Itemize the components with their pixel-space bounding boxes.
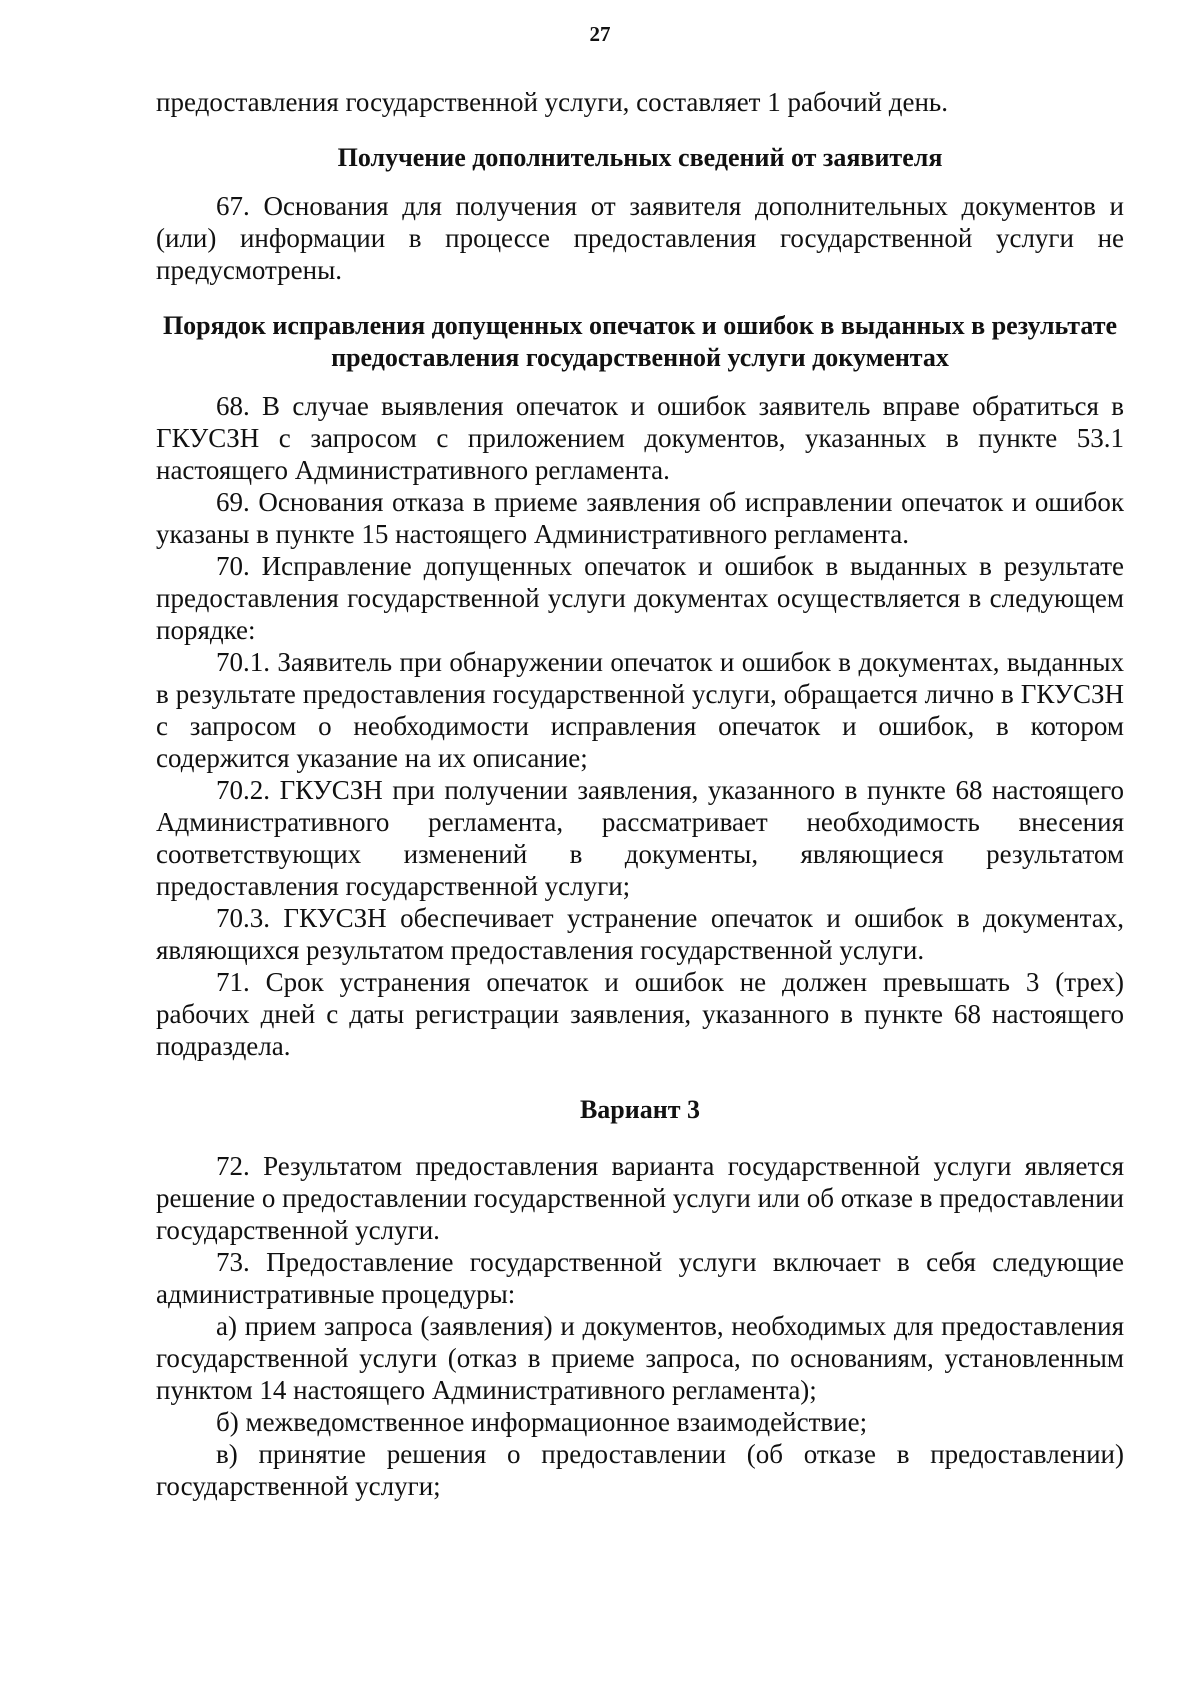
list-item-b: б) межведомственное информационное взаимодействие; — [216, 1407, 868, 1437]
paragraph-67: 67. Основания для получения от заявителя дополнительных документов и (или) информации в процессе предоставления государственной услуги не предусмотрены. — [156, 191, 1124, 285]
paragraph-73: 73. Предоставление государственной услуги включает в себя следующие административные процедуры: — [156, 1247, 1124, 1309]
list-item-a: а) прием запроса (заявления) и документов, необходимых для предоставления государственной услуги (отказ в приеме запроса, по основаниям, установленным пунктом 14 настоящего Административного регламента); — [156, 1311, 1124, 1405]
section-heading-additional-info: Получение дополнительных сведений от заявителя — [337, 143, 943, 172]
paragraph-70-3: 70.3. ГКУСЗН обеспечивает устранение опечаток и ошибок в документах, являющихся результатом предоставления государственной услуги. — [156, 903, 1124, 965]
paragraph-continuation: предоставления государственной услуги, составляет 1 рабочий день. — [156, 87, 948, 117]
paragraph-70-2: 70.2. ГКУСЗН при получении заявления, указанного в пункте 68 настоящего Административного регламента, рассматривает необходимость внесения соответствующих изменений в документы, являющиеся результатом предоставления государственной услуги; — [156, 775, 1124, 901]
paragraph-69: 69. Основания отказа в приеме заявления об исправлении опечаток и ошибок указаны в пункте 15 настоящего Административного регламента. — [156, 487, 1124, 549]
list-item-v: в) принятие решения о предоставлении (об отказе в предоставлении) государственной услуги; — [156, 1439, 1124, 1501]
section-heading-variant-3: Вариант 3 — [579, 1095, 701, 1124]
document-body — [156, 86, 1124, 1502]
section-heading-corrections: Порядок исправления допущенных опечаток и ошибок в выданных в результате предоставления государственной услуги документах — [162, 311, 1118, 372]
paragraph-70: 70. Исправление допущенных опечаток и ошибок в выданных в результате предоставления государственной услуги документах осуществляется в следующем порядке: — [156, 551, 1124, 645]
paragraph-71: 71. Срок устранения опечаток и ошибок не должен превышать 3 (трех) рабочих дней с даты регистрации заявления, указанного в пункте 68 настоящего подраздела. — [156, 967, 1124, 1061]
paragraph-72: 72. Результатом предоставления варианта государственной услуги является решение о предоставлении государственной услуги или об отказе в предоставлении государственной услуги. — [156, 1151, 1125, 1245]
paragraph-70-1: 70.1. Заявитель при обнаружении опечаток и ошибок в документах, выданных в результате предоставления государственной услуги, обращается лично в ГКУСЗН с запросом о необходимости исправления опечаток и ошибок, в котором содержится указание на их описание; — [156, 647, 1124, 773]
page-number: 27 — [589, 22, 611, 46]
paragraph-68: 68. В случае выявления опечаток и ошибок заявитель вправе обратиться в ГКУСЗН с запросом с приложением документов, указанных в пункте 53.1 настоящего Административного регламента. — [156, 391, 1124, 485]
